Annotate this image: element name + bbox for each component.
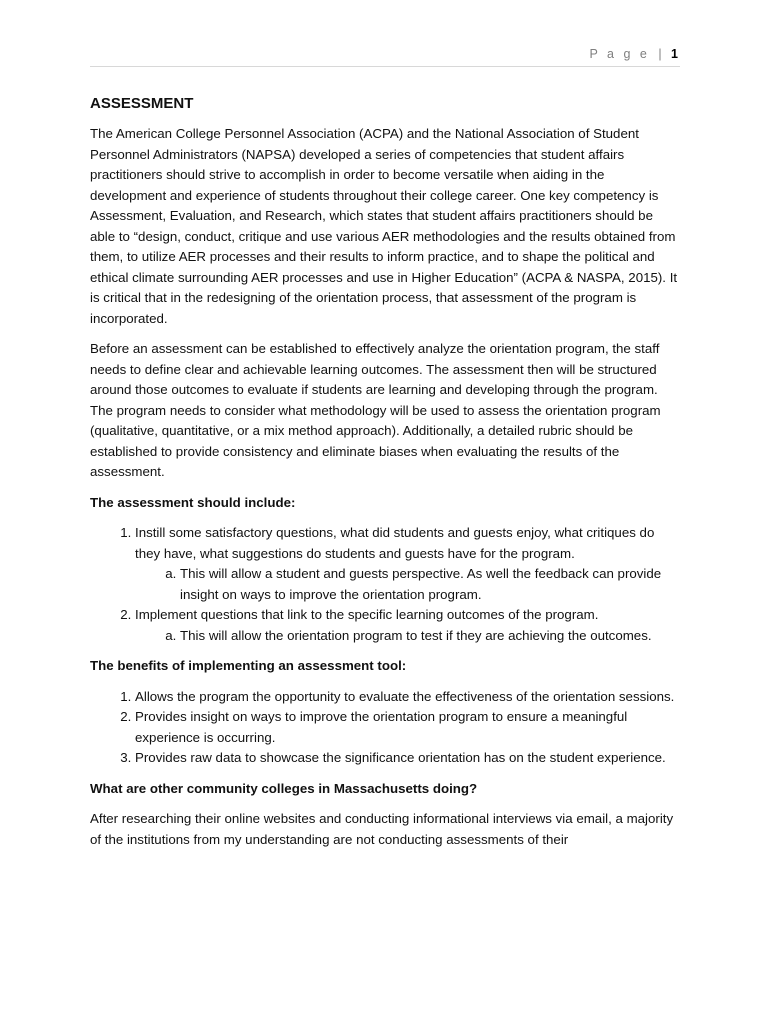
- paragraph-3: After researching their online websites and conducting informational interviews via email, a majority of the institutions from my understanding are not conducting assessments of their: [90, 811, 674, 847]
- paragraph-1: The American College Personnel Association (ACPA) and the National Association of Student Personnel Administrators (NAPSA) developed a series of competencies that student affairs practitioners should strive to accomplish in order to become versatile when aiding in the development and experience of students throughout their college career. One key competency is Assessment, Evaluation, and Research, which states that student affairs practitioners should be able to “design, conduct, critique and use various AER methodologies and the results obtained from them, to utilize AER processes and their results to inform practice, and to shape the political and ethical climate surrounding AER processes and use in Higher Education” (ACPA & NASPA, 2015). It is critical that in the redesigning of the orientation process, that assessment of the program is incorporated.: [90, 126, 678, 326]
- page-number: 1: [671, 47, 678, 61]
- paragraph-2: Before an assessment can be established to effectively analyze the orientation program, the staff needs to define clear and achievable learning outcomes. The assessment then will be structured around those outcomes to evaluate if students are learning and developing through the program. The program needs to consider what methodology will be used to assess the orientation program (qualitative, quantitative, or a mix method approach). Additionally, a detailed rubric should be established to provide consistency and eliminate biases when evaluating the results of the assessment.: [90, 341, 661, 479]
- list-item: 2. Provides insight on ways to improve the orientation program to ensure a meaningful experience is occurring.: [135, 707, 680, 748]
- page-header: [589, 47, 678, 61]
- list-item: [135, 523, 680, 605]
- section-title: ASSESSMENT: [90, 95, 194, 112]
- header-rule: [90, 66, 680, 67]
- sub-list: [135, 626, 680, 647]
- assessment-include-list: [90, 523, 680, 646]
- sub-list-item: a. This will allow the orientation program to test if they are achieving the outcomes.: [180, 626, 680, 647]
- list-item-text: Instill some satisfactory questions, what did students and guests enjoy, what critiques do they have, what suggestions do students and guests have for the program.: [135, 525, 655, 561]
- document-body: [90, 94, 680, 860]
- sub-list-item: a. This will allow a student and guests perspective. As well the feedback can provide insight on ways to improve the orientation program.: [180, 564, 680, 605]
- sub-list: [135, 564, 680, 605]
- page-separator: |: [658, 47, 662, 61]
- subheading-assessment-include: The assessment should include:: [90, 494, 296, 510]
- page-label: P a g e: [589, 47, 650, 61]
- benefits-list: [90, 687, 680, 769]
- list-item: 1. Allows the program the opportunity to evaluate the effectiveness of the orientation sessions.: [135, 687, 680, 708]
- list-item: [135, 605, 680, 646]
- subheading-benefits: The benefits of implementing an assessment tool:: [90, 658, 407, 673]
- list-item-text: Implement questions that link to the specific learning outcomes of the program.: [135, 607, 599, 622]
- list-item: 3. Provides raw data to showcase the significance orientation has on the student experience.: [135, 748, 680, 769]
- subheading-other-colleges: What are other community colleges in Massachusetts doing?: [90, 780, 478, 796]
